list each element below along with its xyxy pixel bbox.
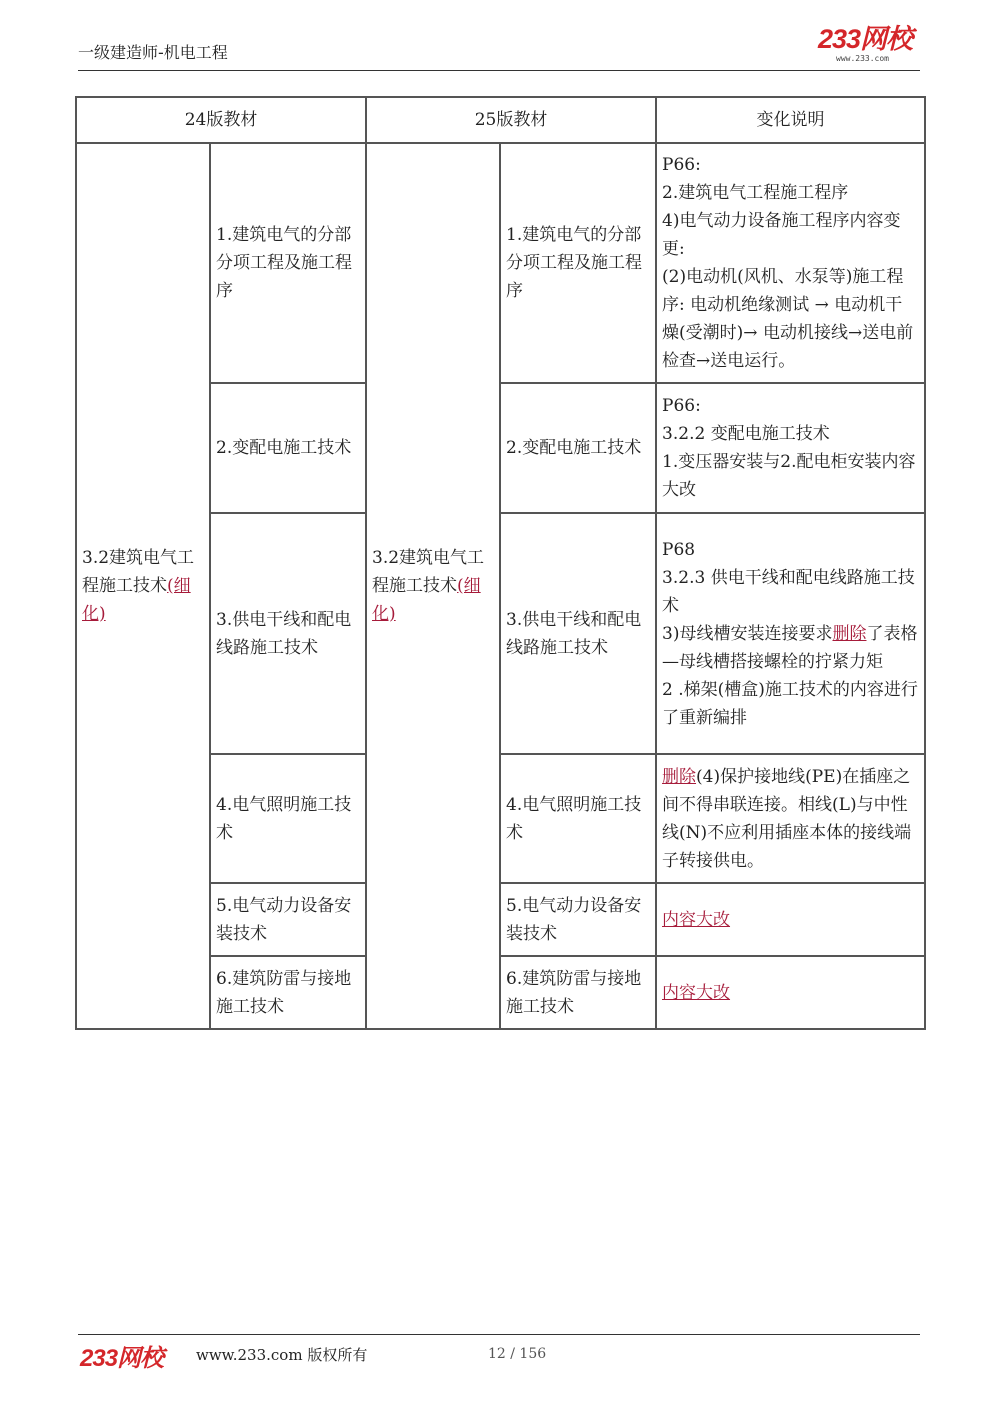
sub-cell-24: 5.电气动力设备安装技术	[210, 883, 366, 956]
change-line: 4)电气动力设备施工程序内容变更:	[662, 211, 901, 259]
major-change-mark: 内容大改	[662, 909, 731, 930]
change-cell	[656, 143, 925, 383]
comparison-table	[75, 96, 926, 1030]
sub-cell-25: 2.变配电施工技术	[500, 383, 656, 513]
change-cell	[656, 883, 925, 956]
change-cell	[656, 956, 925, 1029]
table-header-row	[76, 97, 925, 143]
col-header-change: 变化说明	[656, 97, 925, 143]
sub-cell-24: 1.建筑电气的分部分项工程及施工程序	[210, 143, 366, 383]
header-title: 一级建造师-机电工程	[78, 43, 228, 62]
section-25-mark: (细化)	[372, 576, 481, 624]
change-line: 3.2.2 变配电施工技术	[662, 424, 830, 444]
sub-cell-25: 4.电气照明施工技术	[500, 754, 656, 883]
footer-logo: 233网校	[80, 1345, 164, 1372]
footer-copyright: www.233.com 版权所有	[196, 1346, 368, 1364]
page-number: 12 / 156	[488, 1346, 547, 1362]
change-line: 2 .梯架(槽盒)施工技术的内容进行了重新编排	[662, 679, 918, 728]
section-25-text: 3.2建筑电气工程施工技术	[372, 548, 485, 596]
section-24-text: 3.2建筑电气工程施工技术	[82, 548, 195, 596]
delete-mark: 删除	[832, 623, 867, 644]
section-cell-25	[366, 143, 500, 1029]
col-header-24: 24版教材	[76, 97, 366, 143]
section-cell-24	[76, 143, 210, 1029]
change-text: 3)母线槽安装连接要求	[662, 623, 833, 644]
change-line: 2.建筑电气工程施工程序	[662, 183, 849, 203]
change-line: (2)电动机(风机、水泵等)施工程序: 电动机绝缘测试 → 电动机干燥(受潮时)→ 电动机接线→送电前检查→送电运行。	[662, 267, 914, 371]
sub-cell-25: 5.电气动力设备安装技术	[500, 883, 656, 956]
sub-cell-24: 3.供电干线和配电线路施工技术	[210, 513, 366, 754]
sub-cell-25: 6.建筑防雷与接地施工技术	[500, 956, 656, 1029]
logo-text: 233网校	[818, 24, 913, 54]
section-24-mark: (细化)	[82, 576, 191, 624]
sub-cell-24: 6.建筑防雷与接地施工技术	[210, 956, 366, 1029]
sub-cell-24: 2.变配电施工技术	[210, 383, 366, 513]
sub-cell-25: 3.供电干线和配电线路施工技术	[500, 513, 656, 754]
change-line: 3.2.3 供电干线和配电线路施工技术	[662, 567, 915, 616]
change-line: P68	[662, 539, 696, 560]
change-cell	[656, 383, 925, 513]
change-line	[662, 620, 919, 676]
change-line: P66:	[662, 396, 701, 416]
delete-mark: 删除	[662, 766, 697, 787]
sub-cell-24: 4.电气照明施工技术	[210, 754, 366, 883]
change-line: 1.变压器安装与2.配电柜安装内容大改	[662, 452, 916, 500]
footer-divider	[78, 1334, 920, 1335]
header-divider	[78, 70, 920, 71]
change-line: P66:	[662, 155, 701, 175]
change-text: (4)保护接地线(PE)在插座之间不得串联连接。相线(L)与中性线(N)不应利用插座本体的接线端子转接供电。	[662, 766, 912, 871]
logo-url: www.233.com	[836, 54, 889, 63]
change-text: 了表格—母线槽搭接螺栓的拧紧力矩	[662, 623, 918, 672]
brand-logo	[818, 24, 928, 68]
col-header-25: 25版教材	[366, 97, 656, 143]
major-change-mark: 内容大改	[662, 982, 731, 1003]
sub-cell-25: 1.建筑电气的分部分项工程及施工程序	[500, 143, 656, 383]
table-row	[76, 143, 925, 383]
change-cell	[656, 754, 925, 883]
change-cell	[656, 513, 925, 754]
